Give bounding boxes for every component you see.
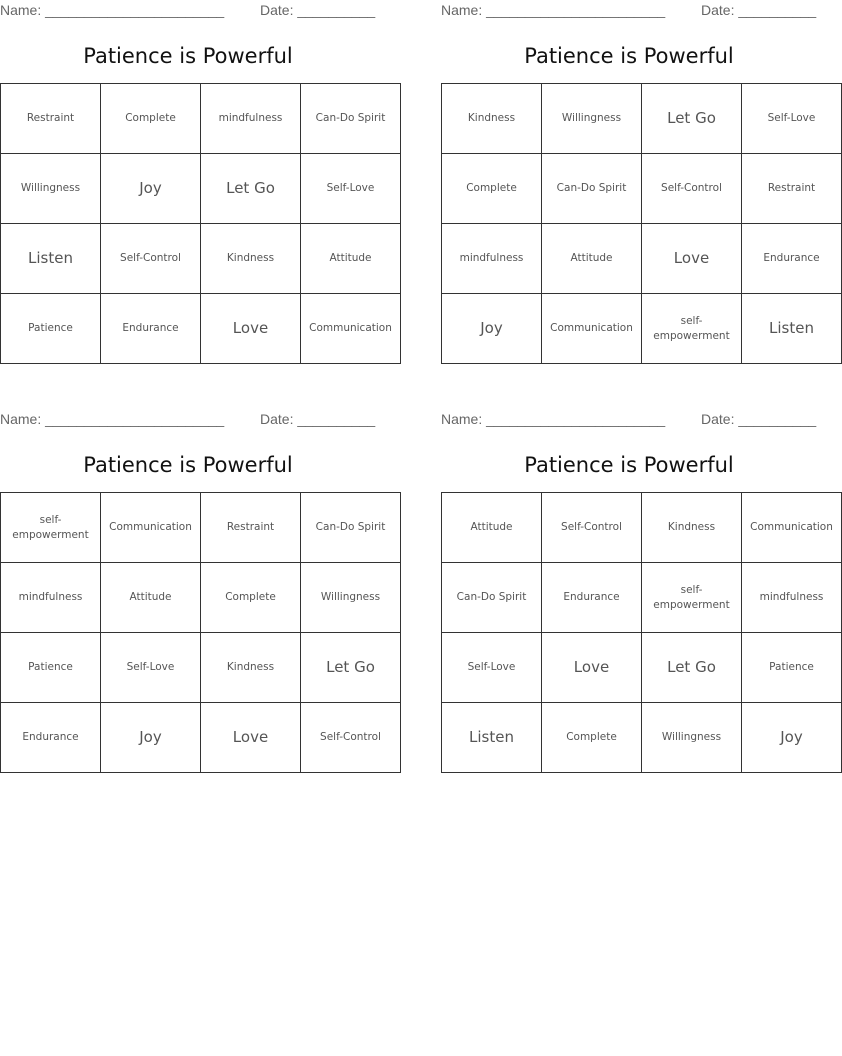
card-header [0,0,376,22]
grid-row [1,294,401,364]
bingo-cell: Self-Control [542,493,642,563]
bingo-cell: Can-Do Spirit [442,563,542,633]
bingo-cell: Kindness [201,224,301,294]
card-title: Patience is Powerful [524,453,734,477]
bingo-cell: Attitude [542,224,642,294]
bingo-grid [441,492,842,773]
bingo-cell: Self-Love [301,154,401,224]
bingo-cell: Can-Do Spirit [301,493,401,563]
grid-row [442,84,842,154]
bingo-cell: Endurance [101,294,201,364]
bingo-card-3 [0,409,386,746]
bingo-cell: Willingness [301,563,401,633]
bingo-cell: Endurance [542,563,642,633]
bingo-cell: Love [542,633,642,703]
bingo-cell: Let Go [642,84,742,154]
bingo-cell: Listen [442,703,542,773]
bingo-cell: Kindness [442,84,542,154]
bingo-grid [0,83,401,364]
bingo-cell: Complete [442,154,542,224]
card-title: Patience is Powerful [83,44,293,68]
bingo-cell: Kindness [201,633,301,703]
name-field: Name: _______________________ [441,2,666,18]
bingo-card-1 [0,0,392,337]
name-field: Name: _______________________ [441,411,666,427]
grid-row [1,84,401,154]
bingo-cell: mindfulness [1,563,101,633]
bingo-cell: Let Go [642,633,742,703]
bingo-cell: Attitude [301,224,401,294]
name-field: Name: _______________________ [0,411,225,427]
date-field: Date: __________ [701,2,817,18]
card-header [441,0,817,22]
grid-row [1,224,401,294]
grid-row [1,563,401,633]
grid-row [442,224,842,294]
grid-row [442,493,842,563]
bingo-cell: Communication [542,294,642,364]
card-title: Patience is Powerful [524,44,734,68]
bingo-cell: Love [201,294,301,364]
bingo-cell: self-empowerment [642,294,742,364]
bingo-cell: Self-Control [301,703,401,773]
date-field: Date: __________ [260,411,376,427]
card-header [0,409,376,431]
grid-row [1,633,401,703]
bingo-cell: Willingness [542,84,642,154]
bingo-cell: Can-Do Spirit [542,154,642,224]
bingo-cell: Complete [201,563,301,633]
grid-row [1,703,401,773]
bingo-cell: self-empowerment [642,563,742,633]
bingo-cell: Communication [742,493,842,563]
bingo-cell: Joy [442,294,542,364]
bingo-cell: Listen [1,224,101,294]
bingo-cell: Attitude [442,493,542,563]
bingo-cell: Communication [101,493,201,563]
grid-row [442,154,842,224]
bingo-cell: Self-Control [642,154,742,224]
bingo-cell: Joy [101,154,201,224]
bingo-cell: Self-Love [742,84,842,154]
bingo-cell: mindfulness [201,84,301,154]
bingo-grid [441,83,842,364]
bingo-cell: Complete [101,84,201,154]
bingo-card-2 [441,0,820,342]
bingo-cell: self-empowerment [1,493,101,563]
bingo-cell: Restraint [201,493,301,563]
bingo-cell: Listen [742,294,842,364]
bingo-cell: Can-Do Spirit [301,84,401,154]
bingo-cell: Complete [542,703,642,773]
bingo-cell: Patience [1,633,101,703]
bingo-cell: Kindness [642,493,742,563]
bingo-cell: Communication [301,294,401,364]
bingo-cell: Attitude [101,563,201,633]
bingo-cell: Self-Control [101,224,201,294]
bingo-cell: Joy [742,703,842,773]
name-field: Name: _______________________ [0,2,225,18]
bingo-cell: Restraint [1,84,101,154]
bingo-cell: mindfulness [442,224,542,294]
grid-row [442,633,842,703]
bingo-cell: Let Go [201,154,301,224]
bingo-cell: Endurance [742,224,842,294]
grid-row [442,703,842,773]
grid-row [442,563,842,633]
grid-row [442,294,842,364]
bingo-cell: Endurance [1,703,101,773]
bingo-card-4 [441,409,833,746]
bingo-cell: Joy [101,703,201,773]
bingo-cell: Love [201,703,301,773]
bingo-cell: Patience [1,294,101,364]
date-field: Date: __________ [701,411,817,427]
bingo-cell: Love [642,224,742,294]
bingo-cell: Restraint [742,154,842,224]
bingo-cell: Self-Love [101,633,201,703]
bingo-grid [0,492,401,773]
grid-row [1,493,401,563]
date-field: Date: __________ [260,2,376,18]
card-header [441,409,817,431]
grid-row [1,154,401,224]
bingo-cell: Willingness [642,703,742,773]
bingo-cell: mindfulness [742,563,842,633]
bingo-cell: Self-Love [442,633,542,703]
bingo-cell: Patience [742,633,842,703]
bingo-cell: Willingness [1,154,101,224]
bingo-cell: Let Go [301,633,401,703]
card-title: Patience is Powerful [83,453,293,477]
